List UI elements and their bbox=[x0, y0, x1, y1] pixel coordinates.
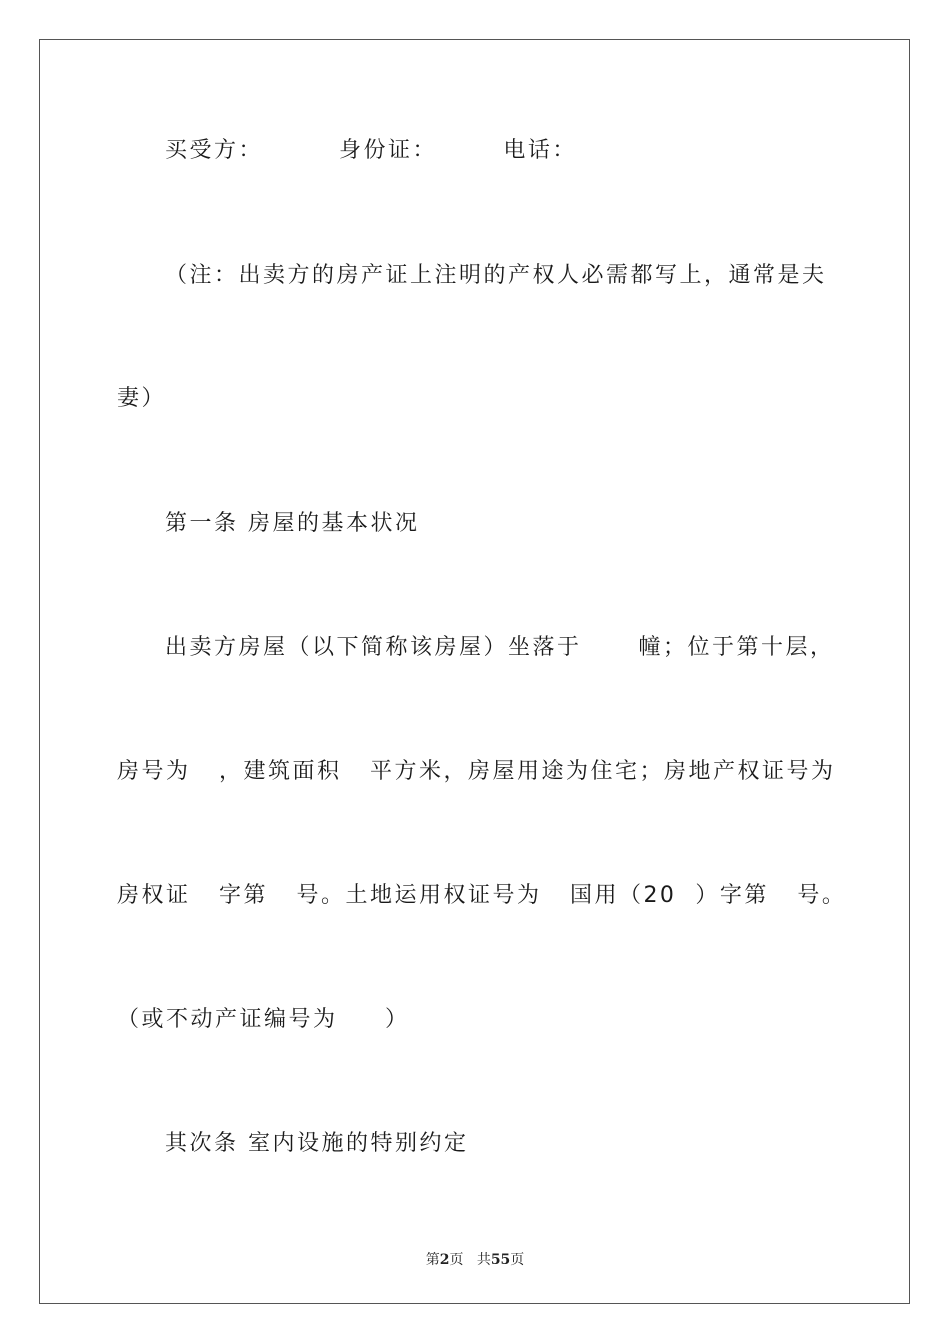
footer-total-prefix: 共 bbox=[476, 1252, 491, 1268]
page-frame bbox=[39, 39, 910, 1304]
article-two-heading: 其次条 室内设施的特别约定 bbox=[165, 1131, 469, 1156]
property-area-line: 房号为 ，建筑面积 平方米，房屋用途为住宅；房地产权证号为 bbox=[117, 759, 836, 784]
article-one-heading: 第一条 房屋的基本状况 bbox=[165, 511, 420, 536]
buyer-info-line: 买受方： 身份证： 电话： bbox=[165, 138, 577, 163]
real-estate-cert-line: （或不动产证编号为 ） bbox=[117, 1007, 410, 1032]
page-footer bbox=[0, 1249, 950, 1269]
note-continuation-line: 妻） bbox=[117, 386, 167, 411]
footer-page-suffix: 页 bbox=[449, 1252, 464, 1268]
footer-total-pages: 55 bbox=[490, 1252, 511, 1268]
property-location-line: 出卖方房屋（以下简称该房屋）坐落于 幢；位于第十层， bbox=[165, 635, 835, 660]
certificate-number-line: 房权证 字第 号。土地运用权证号为 国用（20 ）字第 号。 bbox=[117, 883, 847, 908]
footer-current-page: 2 bbox=[439, 1252, 450, 1268]
footer-prefix: 第 bbox=[425, 1252, 440, 1268]
note-line: （注：出卖方的房产证上注明的产权人必需都写上，通常是夫 bbox=[165, 263, 827, 288]
footer-total-suffix: 页 bbox=[510, 1252, 525, 1268]
